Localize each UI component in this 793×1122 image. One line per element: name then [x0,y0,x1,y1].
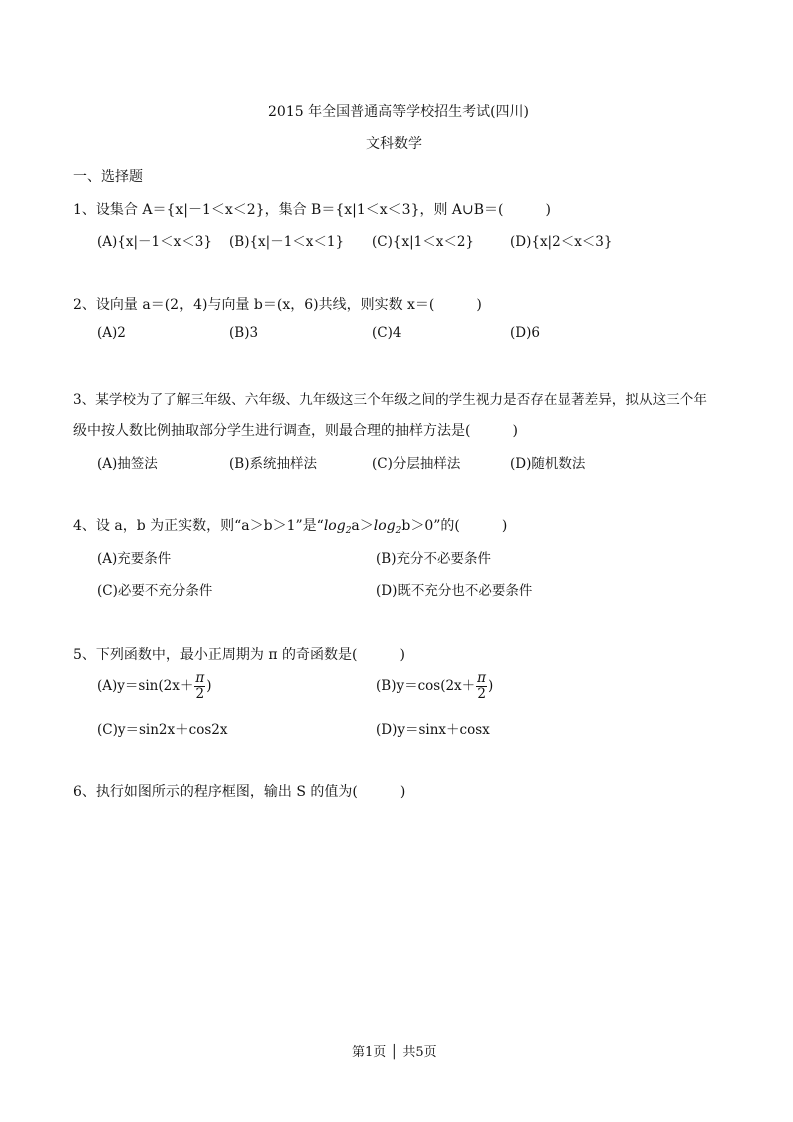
pi-over-two-fraction [194,671,205,702]
log-text: log [373,518,396,534]
question-3-option-d[interactable]: (D)随机数法 [510,456,586,472]
question-4-option-d[interactable]: (D)既不充分也不必要条件 [376,583,533,599]
exam-title: 2015 年全国普通高等学校招生考试(四川) [268,104,530,120]
question-1-option-b[interactable]: (B){x|－1＜x＜1} [229,234,345,250]
question-4-stem [73,515,507,536]
fraction-denominator: 2 [477,686,486,702]
question-4-stem-pre: 4、设 a，b 为正实数，则“a＞b＞1”是“ [73,518,324,534]
question-2-option-b[interactable]: (B)3 [229,325,259,341]
question-1-option-a[interactable]: (A){x|－1＜x＜3} [97,234,212,250]
question-5-option-a[interactable] [97,671,211,702]
question-3-option-a[interactable]: (A)抽签法 [97,456,158,472]
question-1-option-c[interactable]: (C){x|1＜x＜2} [372,234,474,250]
question-4-stem-mid: a＞ [351,518,374,534]
question-5-option-d[interactable]: (D)y＝sinx＋cosx [376,722,490,738]
question-5-option-b-text: (B)y＝cos(2x＋ [376,678,476,694]
question-4-option-a[interactable]: (A)充要条件 [97,551,172,567]
question-4-option-c[interactable]: (C)必要不充分条件 [97,583,213,599]
question-3-stem-line-2: 级中按人数比例抽取部分学生进行调查，则最合理的抽样方法是( ) [73,423,518,439]
question-4-option-b[interactable]: (B)充分不必要条件 [376,551,491,567]
exam-subtitle: 文科数学 [366,136,422,152]
question-3-stem-line-1: 3、某学校为了了解三年级、六年级、九年级这三个年级之间的学生视力是否存在显著差异，拟从这三个年 [73,392,707,408]
question-3-option-b[interactable]: (B)系统抽样法 [229,456,317,472]
question-5-option-b[interactable] [376,671,493,702]
fraction-numerator: π [477,670,487,686]
question-1-option-d[interactable]: (D){x|2＜x＜3} [510,234,613,250]
question-2-option-c[interactable]: (C)4 [372,325,402,341]
close-paren: ) [206,678,212,694]
question-2-option-a[interactable]: (A)2 [97,325,126,341]
log-text: log [323,518,346,534]
log-base: 2 [395,526,402,536]
question-1-stem: 1、设集合 A＝{x|－1＜x＜2}，集合 B＝{x|1＜x＜3}，则 A∪B＝( ) [73,202,551,218]
page-number: 第1页 │ 共5页 [352,1045,437,1060]
pi-over-two-fraction [476,671,487,702]
question-3-option-c[interactable]: (C)分层抽样法 [372,456,461,472]
fraction-denominator: 2 [195,686,205,702]
question-5-option-a-text: (A)y＝sin(2x＋ [97,678,194,694]
section-heading: 一、选择题 [73,169,143,185]
question-5-option-c[interactable]: (C)y＝sin2x＋cos2x [97,722,228,738]
question-6-stem: 6、执行如图所示的程序框图，输出 S 的值为( ) [73,784,406,800]
log-base: 2 [345,526,352,536]
question-4-stem-post: b＞0”的( ) [401,518,508,534]
close-paren: ) [488,678,494,694]
question-2-stem: 2、设向量 a＝(2，4)与向量 b＝(x，6)共线，则实数 x＝( ) [73,297,482,313]
question-5-stem: 5、下列函数中，最小正周期为 π 的奇函数是( ) [73,647,405,663]
question-2-option-d[interactable]: (D)6 [510,325,540,341]
fraction-numerator: π [195,670,205,686]
